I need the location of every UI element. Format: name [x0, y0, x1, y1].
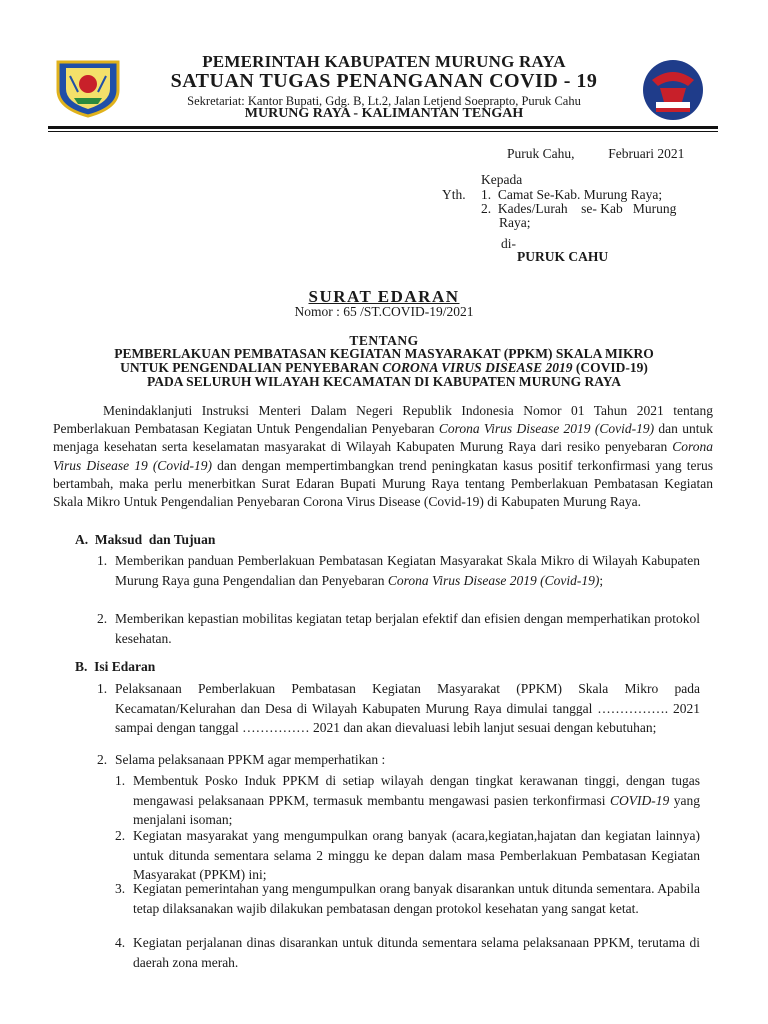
letterhead-address: Sekretariat: Kantor Bupati, Gdg. B, Lt.2, Jalan Letjend Soeprapto, Puruk Cahu — [187, 94, 581, 108]
section-a-item-2-number: 2. — [97, 611, 108, 626]
letterhead-rule-thin — [48, 131, 718, 132]
recipient-2: 2. Kades/Lurah se- Kab Murung — [481, 201, 677, 216]
subitem-4-number: 4. — [115, 935, 126, 950]
subitem-2: Kegiatan masyarakat yang mengumpulkan orang banyak (acara,kegiatan,hajatan dan kegiatan lainnya) untuk ditunda sementara selama 2 minggu ke depan dalam masa Pemberlakuan Pembatasan Kegiatan Masyarakat (PPKM) ini; — [133, 828, 700, 882]
section-b-heading: B. Isi Edaran — [75, 659, 156, 674]
subject-line-2b: CORONA VIRUS DISEASE 2019 — [382, 360, 573, 375]
tentang-label: TENTANG — [349, 333, 419, 348]
recipient-1: 1. Camat Se-Kab. Murung Raya; — [481, 187, 663, 202]
kepada-label: Kepada — [481, 172, 523, 187]
di-label: di- — [501, 236, 516, 251]
section-a-heading: A. Maksud dan Tujuan — [75, 532, 216, 547]
intro-paragraph — [53, 402, 713, 511]
yth-label: Yth. — [442, 187, 466, 202]
subitem-4: Kegiatan perjalanan dinas disarankan untuk ditunda sementara selama pelaksanaan PPKM, terutama di daerah zona merah. — [133, 935, 700, 970]
intro-text-2: Corona Virus Disease 2019 (Covid-19) — [438, 421, 655, 437]
destination: PURUK CAHU — [517, 249, 609, 264]
subject-line-2c: (COVID-19) — [572, 360, 648, 375]
subject-line-1: PEMBERLAKUAN PEMBATASAN KEGIATAN MASYARAKAT (PPKM) SKALA MIKRO — [114, 346, 654, 361]
section-a-item-1 — [115, 551, 700, 590]
document-subject — [60, 347, 708, 389]
intro-text-1: Menindaklanjuti Instruksi Menteri Dalam Negeri Republik Indonesia Nomor 01 Tahun 2021 tentang Pemberlakuan Pembatasan Kegiatan Untuk Pengendalian Penyebaran — [53, 403, 713, 437]
subitem-3-number: 3. — [115, 881, 126, 896]
subitem-1 — [133, 771, 700, 830]
document-title: SURAT EDARAN — [308, 287, 460, 306]
subject-line-2 — [60, 361, 708, 375]
letter-date: Puruk Cahu, Februari 2021 — [507, 146, 685, 161]
section-b-item-1-number: 1. — [97, 681, 108, 696]
subject-line-3: PADA SELURUH WILAYAH KECAMATAN DI KABUPATEN MURUNG RAYA — [147, 374, 621, 389]
subitem-1-end: yang menjalani isoman; — [133, 792, 700, 827]
section-a-item-1-number: 1. — [97, 553, 108, 568]
letterhead-region: MURUNG RAYA - KALIMANTAN TENGAH — [244, 106, 524, 121]
section-a-item-1-end: ; — [599, 572, 604, 588]
letterhead-government: PEMERINTAH KABUPATEN MURUNG RAYA — [202, 52, 566, 71]
section-a-item-2: Memberikan kepastian mobilitas kegiatan tetap berjalan efektif dan efisien dengan memperhatikan protokol kesehatan. — [115, 611, 700, 646]
letterhead-rule-thick — [48, 126, 718, 129]
intro-text-5: dan dengan mempertimbangkan trend peningkatan kasus positif terkonfirmasi yang terus bertambah, maka perlu menerbitkan Surat Edaran Bupati Murung Raya tentang Pemberlakuan Pembatasan Kegiatan Skala Mikro Untuk Pengendalian Penyebaran Corona Virus Disease (Covid-19) di Kabupaten Murung Raya. — [53, 457, 714, 510]
recipient-2-cont: Raya; — [499, 215, 531, 230]
subitem-1-text: Membentuk Posko Induk PPKM di setiap wilayah dengan tingkat kerawanan tinggi, dengan tugas mengawasi pelaksanaan PPKM, termasuk membantu mengawasi pasien terkonfirmasi — [133, 773, 700, 808]
subject-line-2a: UNTUK PENGENDALIAN PENYEBARAN — [120, 360, 383, 375]
section-a-item-1-italic: Corona Virus Disease 2019 (Covid-19) — [387, 572, 600, 588]
intro-text-3: dan untuk menjaga kesehatan serta keselamatan masyarakat di Wilayah Kabupaten Murung Raya dari resiko penyebaran — [53, 421, 713, 455]
section-a-item-1-text: Memberikan panduan Pemberlakuan Pembatasan Kegiatan Masyarakat Skala Mikro di Wilayah Kabupaten Murung Raya guna Pengendalian dan Penyebaran — [115, 553, 700, 588]
letterhead-taskforce: SATUAN TUGAS PENANGANAN COVID - 19 — [170, 70, 598, 92]
section-b-item-2: Selama pelaksanaan PPKM agar memperhatikan : — [115, 752, 386, 767]
subitem-2-number: 2. — [115, 828, 126, 843]
subitem-1-number: 1. — [115, 773, 126, 788]
section-b-item-1: Pelaksanaan Pemberlakuan Pembatasan Kegiatan Masyarakat (PPKM) Skala Mikro pada Kecamatan/Kelurahan dan Desa di Wilayah Kabupaten Murung Raya dimulai tanggal ……………. 2021 sampai dengan tanggal …………… 2021 dan akan dievaluasi lebih lanjut sesuai dengan kebutuhan; — [115, 681, 700, 735]
intro-text-4: Corona Virus Disease 19 (Covid-19) — [53, 439, 713, 473]
section-b-item-2-number: 2. — [97, 752, 108, 767]
document-number: Nomor : 65 /ST.COVID-19/2021 — [294, 304, 474, 319]
subitem-1-italic: COVID-19 — [610, 792, 670, 808]
subitem-3: Kegiatan pemerintahan yang mengumpulkan orang banyak disarankan untuk ditunda sementara. Apabila tetap dilaksanakan wajib dilakukan pembatasan dengan protokol kesehatan yang sangat ketat. — [133, 881, 700, 916]
